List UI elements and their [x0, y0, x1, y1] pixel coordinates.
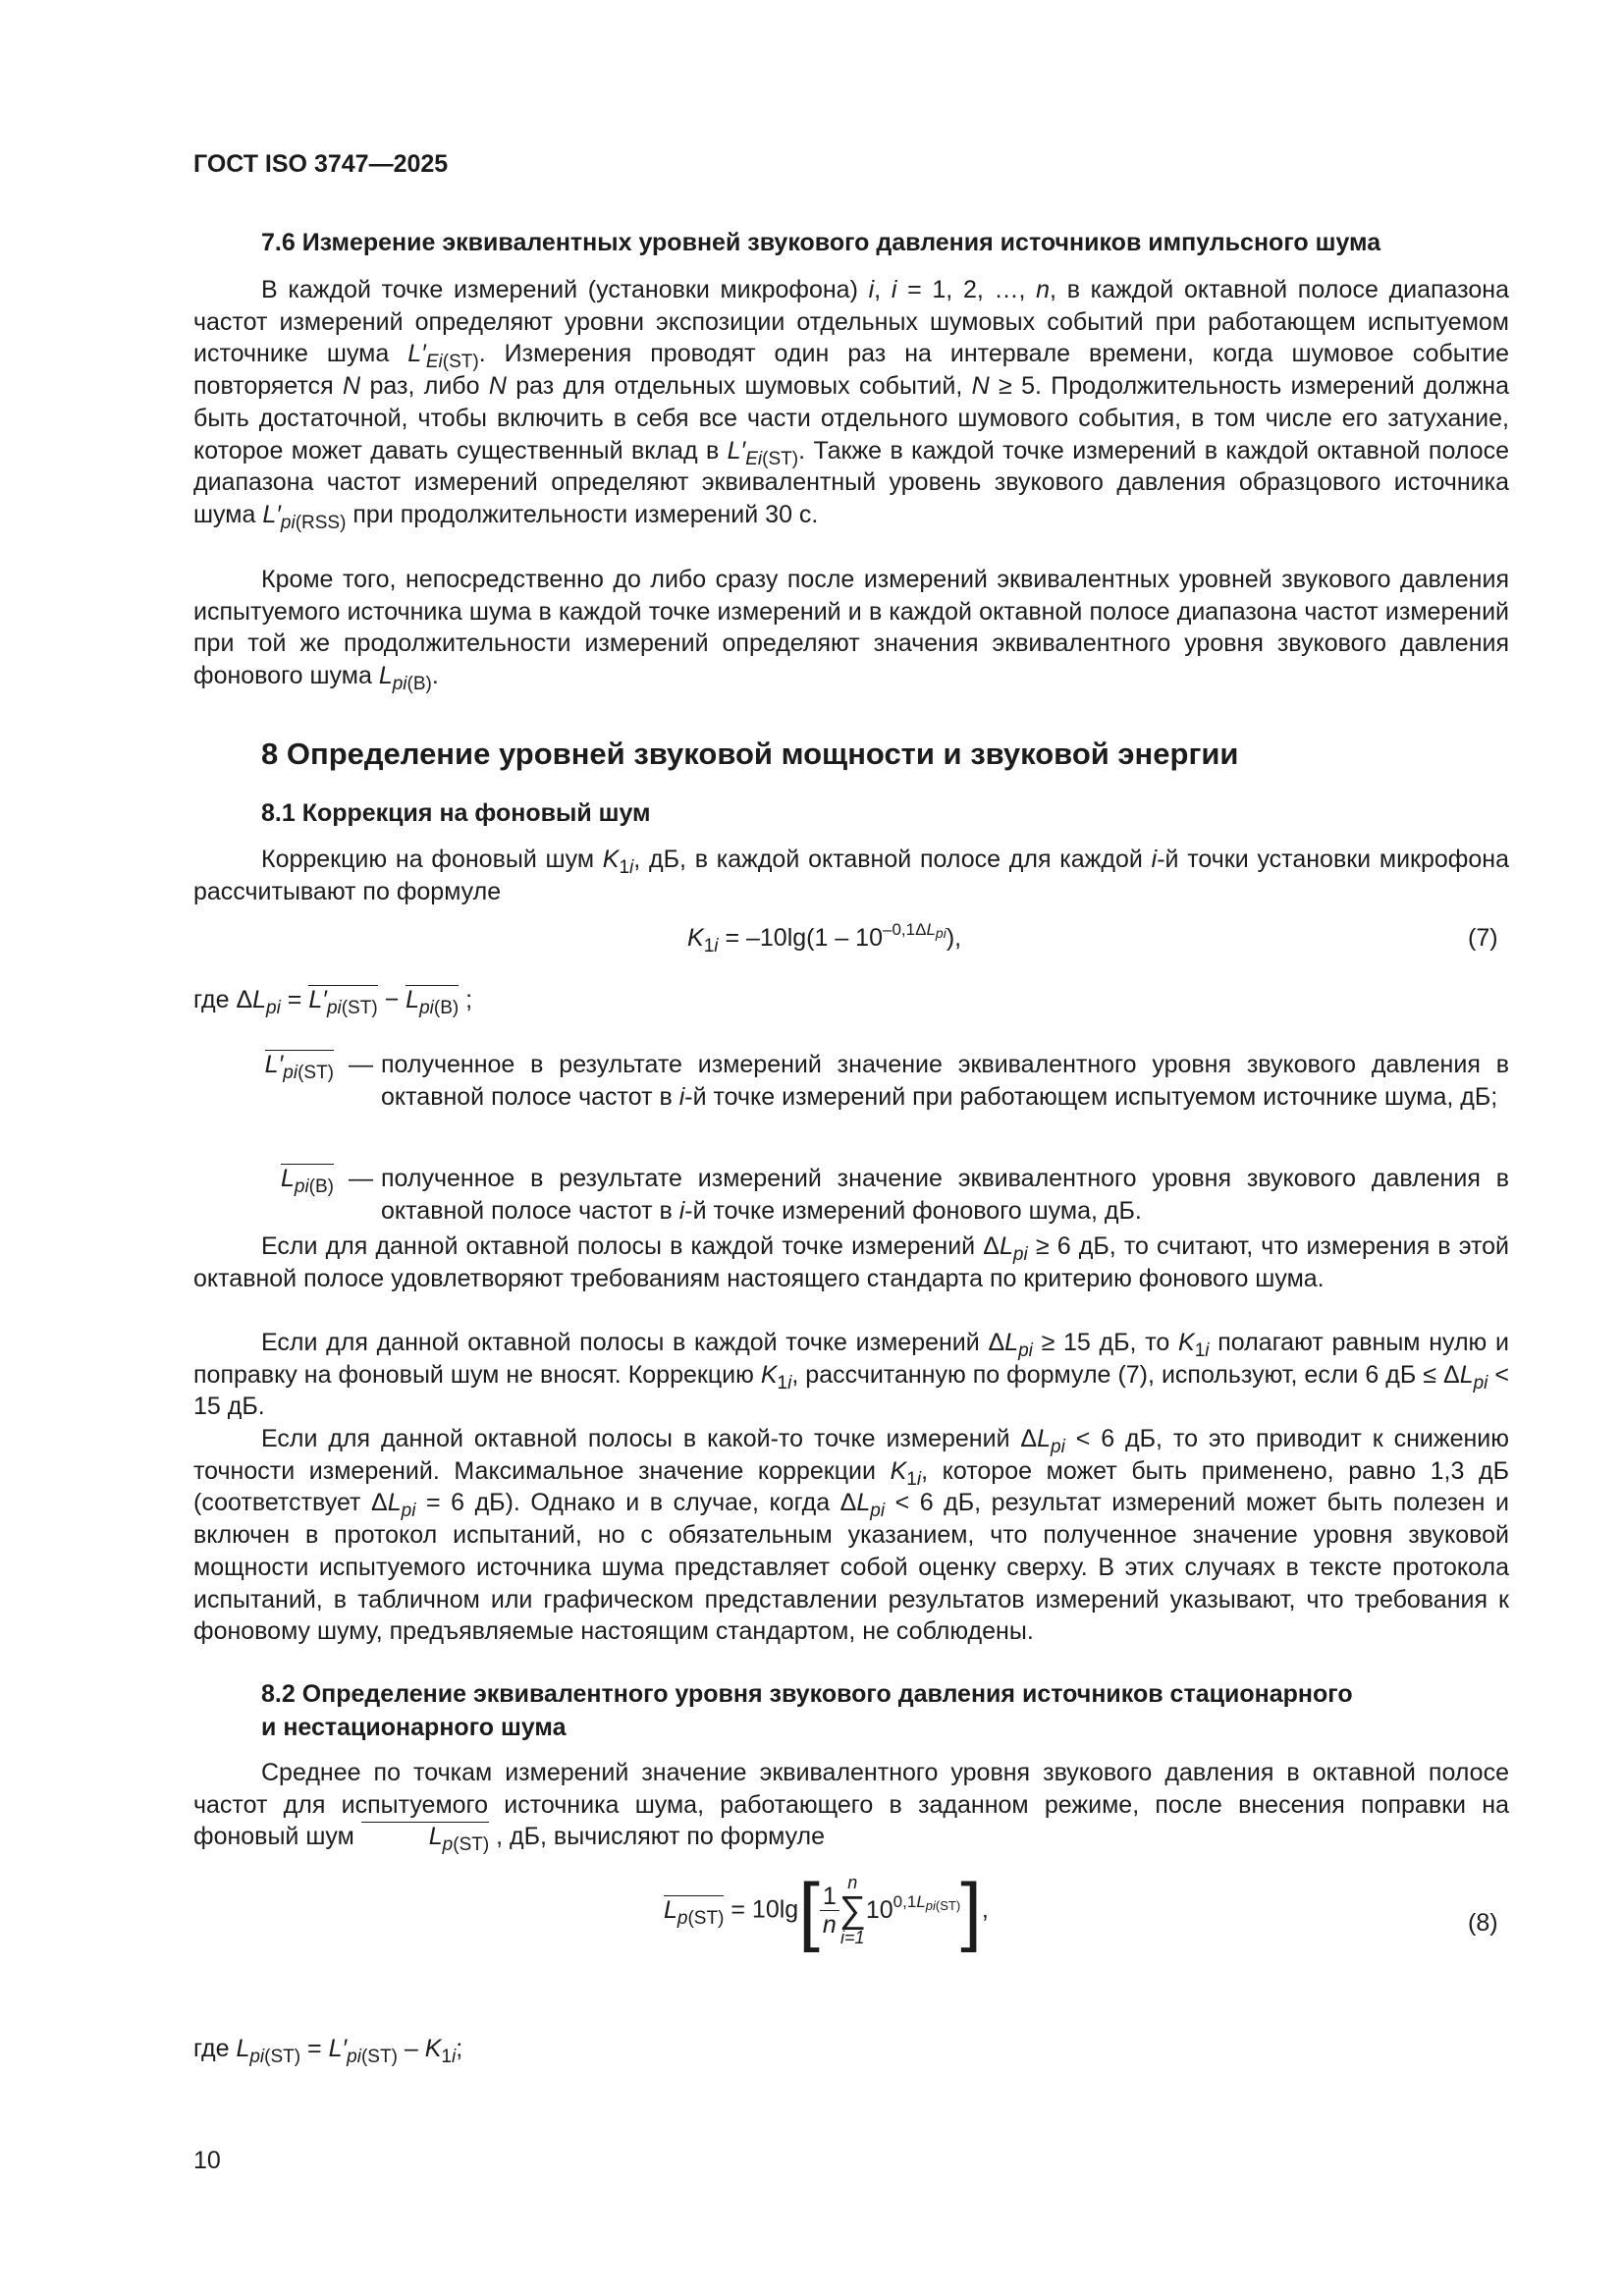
definition-dash: — — [349, 1051, 373, 1078]
formula-7-number: (7) — [1468, 924, 1498, 952]
running-header: ГОСТ ISO 3747—2025 — [193, 150, 449, 178]
formula-8-where: где $L_{pi(ST)} = L'_{pi(ST)} - K_{1i}$; — [193, 2035, 463, 2067]
sum-sign: n ∑ i=1 — [839, 1873, 866, 1947]
section-7-6-paragraph-1: В каждой точке измерений (установки микрофона) i, i = 1, 2, …, n, в каждой октавной полосе диапазона частот измерений определяют уровни экспозиции отдельных шумовых событий при работающем испытуемом источнике шума $L'_{Ei(ST)}$. Измерения проводят один раз на интервале времени, когда шумовое событие повторяется N раз, либо N раз для отдельных шумовых событий, N ≥ 5. Продолжительность измерений должна быть достаточной, чтобы включить в себя все части отдельного шумового события, в том числе его затухание, которое может давать существенный вклад в $L'_{Ei(ST)}$. Также в каждой точке измерений в каждой октавной полосе диапазона частот измерений определяют эквивалентный уровень звукового давления образцового источника шума $L'_{pi(RSS)}$ при продолжительности измерений 30 с. — [193, 276, 1509, 533]
definition-lpi-b — [0, 1163, 1623, 1231]
section-8-1-paragraph-2: Если для данной октавной полосы в каждой точке измерений $\Delta L_{pi} \ge 6$ дБ, то считают, что измерения в этой октавной полосе удовлетворяют требованиям настоящего стандарта по критерию фонового шума. — [193, 1232, 1509, 1292]
formula-7: $K_{1i} = -10\lg(1 - 10^{-0,1\Delta L_{pi}})$, — [687, 920, 962, 957]
section-8-1-paragraph-3: Если для данной октавной полосы в каждой точке измерений $\Delta L_{pi} \ge 15$ дБ, то $K_{1i}$ полагают равным нулю и поправку на фоновый шум не вносят. Коррекцию $K_{1i}$, рассчитанную по формуле (7), используют, если 6 дБ ≤ $\Delta L_{pi} < 15$ дБ. — [193, 1329, 1509, 1421]
page-number: 10 — [193, 2147, 221, 2174]
section-7-6-paragraph-2: Кроме того, непосредственно до либо сразу после измерений эквивалентных уровней звукового давления испытуемого источника шума в каждой точке измерений и в каждой октавной полосе диапазона частот измерений при той же продолжительности измерений определяют значения эквивалентного уровня звукового давления фонового шума $L_{pi(B)}$. — [193, 566, 1509, 695]
formula-8: $L_{p(ST)} = 10\lg$[ $\frac{1}{n}$ n ∑ i=1 $10^{0,1L_{pi(ST)}}$], — [664, 1866, 989, 1953]
section-8-1-paragraph-4: Если для данной октавной полосы в какой-то точке измерений $\Delta L_{pi} < 6$ дБ, то это приводит к снижению точности измерений. Максимальное значение коррекции $K_{1i}$, которое может быть применено, равно 1,3 дБ (соответствует $\Delta L_{pi} = 6$ дБ). Однако и в случае, когда $\Delta L_{pi} < 6$ дБ, результат измерений может быть полезен и включен в протокол испытаний, но с обязательным указанием, что полученное значение уровня звуковой мощности испытуемого источника шума представляет собой оценку сверху. В этих случаях в тексте протокола испытаний, в табличном или графическом представлении результатов измерений указывают, что требования к фоновому шуму, предъявляемые настоящим стандартом, не соблюдены. — [193, 1425, 1509, 1646]
section-7-6-title: 7.6 Измерение эквивалентных уровней звукового давления источников импульсного шума — [261, 229, 1381, 256]
fraction-1-over-n: $\frac{1}{n}$ — [820, 1883, 839, 1939]
formula-7-where: где $\Delta L_{pi} = L'_{pi(ST)} - L_{pi(B)}$ ; — [193, 986, 473, 1018]
definition-symbol: $L'_{pi(ST)}$ — [264, 1051, 334, 1083]
definition-lpi-st — [0, 1049, 1623, 1157]
section-8-title: 8 Определение уровней звуковой мощности и звуковой энергии — [261, 737, 1239, 771]
definition-dash: — — [349, 1165, 373, 1192]
section-8-2-title: 8.2 Определение эквивалентного уровня звукового давления источников стационарного и нестационарного шума — [261, 1680, 1353, 1741]
formula-8-number: (8) — [1468, 1909, 1498, 1937]
section-8-2-paragraph-1: Среднее по точкам измерений значение эквивалентного уровня звукового давления в октавной полосе частот для испытуемого источника шума, работающего в заданном режиме, после внесения поправки на фоновый шум $L_{p(ST)}$ , дБ, вычисляют по формуле — [193, 1759, 1509, 1856]
definition-symbol: $L_{pi(B)}$ — [280, 1165, 334, 1197]
definition-text: полученное в результате измерений значение эквивалентного уровня звукового давления в октавной полосе частот в i-й точке измерений при работающем испытуемом источнике шума, дБ; — [381, 1051, 1509, 1111]
definition-text: полученное в результате измерений значение эквивалентного уровня звукового давления в октавной полосе частот в i-й точке измерений фонового шума, дБ. — [381, 1165, 1509, 1225]
section-8-1-title: 8.1 Коррекция на фоновый шум — [261, 799, 651, 827]
section-8-1-paragraph-1: Коррекцию на фоновый шум $K_{1i}$, дБ, в каждой октавной полосе для каждой i-й точки установки микрофона рассчитывают по формуле — [193, 846, 1509, 905]
